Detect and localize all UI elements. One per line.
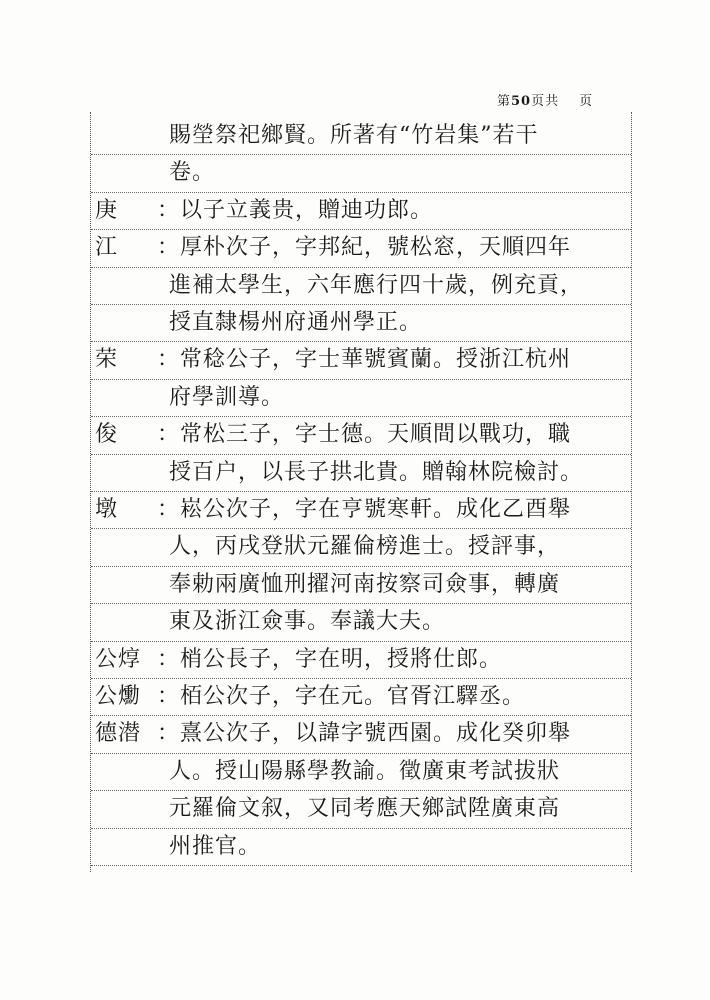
entry-line (95, 230, 635, 266)
entry-line (95, 604, 635, 640)
entry-line (95, 342, 635, 378)
entry-name-label: 墩 (95, 497, 119, 522)
entry-line (95, 305, 635, 341)
entry-line (95, 268, 635, 304)
entry-text: 人，丙戌登狀元羅倫榜進士。授評事， (169, 534, 561, 560)
entry-text: ：常稔公子，字士華號賓蘭。授浙江杭州 (157, 347, 572, 373)
page-header (497, 90, 593, 109)
entry-line (95, 829, 635, 865)
entry-name-label: 荣 (95, 347, 119, 373)
entry-text: ：崧公次子，字在亨號寒軒。成化乙酉舉 (157, 497, 572, 522)
entry-name-label: 公爋 (95, 684, 142, 709)
entry-line (95, 679, 635, 715)
entry-name-label: 德潜 (95, 721, 142, 747)
entry-text: 州推官。 (169, 833, 262, 859)
entry-text: 府學訓導。 (169, 384, 285, 410)
entry-line (95, 193, 635, 229)
entry-text: 授直隸楊州府通州學正。 (169, 310, 423, 335)
entry-line (95, 642, 635, 678)
entry-name-label: 公焞 (95, 646, 142, 672)
ruling-line (91, 865, 631, 866)
entry-name-label: 俊 (95, 422, 119, 448)
entry-text: 賜塋祭祀鄉賢。所著有“竹岩集”若干 (169, 123, 539, 148)
entry-line (95, 455, 635, 491)
entry-text: ：常松三子，字士德。天順間以戰功，職 (157, 422, 572, 448)
entry-text: 卷。 (169, 160, 216, 186)
page-suffix: 页 (579, 94, 594, 109)
entry-text: 進補太學生，六年應行四十歲，例充貢， (169, 272, 584, 298)
entry-line (95, 492, 635, 528)
entry-text: ：熹公次子，以諱字號西園。成化癸卯舉 (157, 721, 572, 747)
entry-text: ：梢公長子，字在明，授將仕郎。 (157, 646, 503, 672)
entry-text: 奉勅兩廣恤刑擢河南按察司僉事，轉廣 (169, 571, 561, 597)
page-mid: 页共 (531, 94, 560, 109)
entry-text: ：以子立義贵，贈迪功郎。 (157, 197, 434, 223)
page-prefix: 第 (497, 94, 512, 109)
entry-name-label: 江 (95, 235, 119, 261)
entry-line (95, 529, 635, 565)
page-number: 50 (511, 94, 532, 109)
entry-line (95, 155, 635, 191)
entry-line (95, 754, 635, 790)
entry-line (95, 716, 635, 752)
entry-line (95, 380, 635, 416)
entry-name-label: 庚 (95, 197, 119, 223)
entry-text: 授百户，以長子拱北貴。贈翰林院檢討。 (169, 459, 584, 485)
entry-text: 東及浙江僉事。奉議大夫。 (169, 609, 446, 635)
entry-text: ：厚朴次子，字邦紀，號松窓，天順四年 (157, 235, 572, 261)
entry-text: 人。授山陽縣學教諭。徵廣東考試拔狀 (169, 758, 561, 784)
entry-line (95, 567, 635, 603)
entry-line (95, 118, 635, 154)
entry-line (95, 791, 635, 827)
entry-text: ：栢公次子，字在元。官胥江驛丞。 (157, 684, 526, 709)
entry-text: 元羅倫文叙，又同考應天鄉試陞廣東高 (169, 796, 561, 822)
entry-line (95, 417, 635, 453)
